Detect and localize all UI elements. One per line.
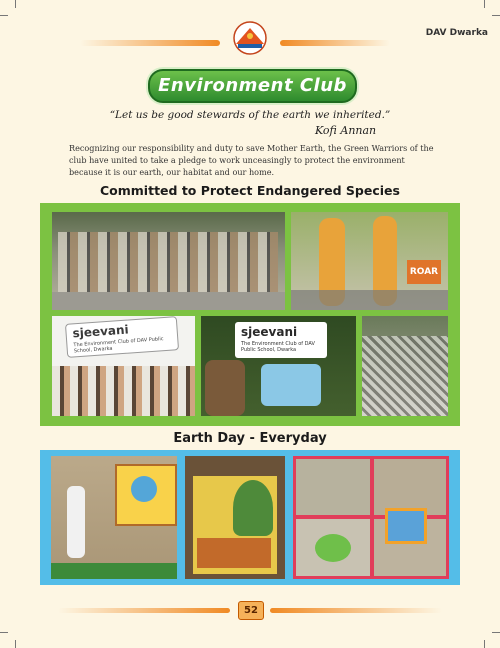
banner-subtitle: The Environment Club of DAV Public School, Dwarka bbox=[73, 336, 164, 355]
section-heading-endangered: Committed to Protect Endangered Species bbox=[100, 183, 400, 198]
dav-logo-icon bbox=[226, 20, 274, 56]
photo-poster-chart bbox=[185, 456, 285, 579]
footer-rule-right bbox=[270, 608, 442, 613]
photo-speaker-stage bbox=[51, 456, 177, 579]
intro-paragraph: Recognizing our responsibility and duty to save Mother Earth, the Green Warriors of the club have united to take a pledge to work unceasingly to protect the environment because it is our earth, our habitat and our home. bbox=[69, 143, 434, 177]
section-heading-earth-day: Earth Day - Everyday bbox=[173, 431, 327, 446]
school-brand: DAV Dwarka bbox=[425, 28, 488, 38]
title-banner bbox=[148, 69, 357, 103]
photo-tiger-mascots bbox=[291, 212, 448, 310]
crop-mark bbox=[492, 15, 500, 16]
banner-sjeevani-text: sjeevani bbox=[72, 322, 130, 341]
crop-mark bbox=[484, 640, 485, 648]
green-photo-panel bbox=[40, 203, 460, 426]
banner-subtitle-2: The Environment Club of DAV Public School, Dwarka bbox=[241, 341, 315, 353]
crop-mark bbox=[15, 640, 16, 648]
page-number: 52 bbox=[238, 601, 264, 620]
quote-author: Kofi Annan bbox=[315, 124, 377, 137]
crop-mark bbox=[15, 0, 16, 8]
footer-rule-left bbox=[58, 608, 230, 613]
page-title: Environment Club bbox=[158, 75, 347, 96]
photo-banner-rally bbox=[52, 316, 195, 416]
roar-sign: ROAR bbox=[407, 260, 441, 284]
banner-sjeevani-text-2: sjeevani bbox=[241, 325, 298, 339]
header-rule-left bbox=[80, 40, 220, 46]
header-rule-right bbox=[280, 40, 390, 46]
crop-mark bbox=[484, 0, 485, 8]
crop-mark bbox=[492, 632, 500, 633]
crop-mark bbox=[0, 632, 8, 633]
blue-photo-panel bbox=[40, 450, 460, 585]
crop-mark bbox=[0, 15, 8, 16]
photo-rally-crowd bbox=[362, 316, 448, 416]
photo-rangoli-art bbox=[293, 456, 449, 579]
quote-text: “Let us be good stewards of the earth we inherited.” bbox=[109, 109, 391, 121]
photo-sjeevani-banner bbox=[201, 316, 356, 416]
photo-students-posters bbox=[52, 212, 285, 310]
